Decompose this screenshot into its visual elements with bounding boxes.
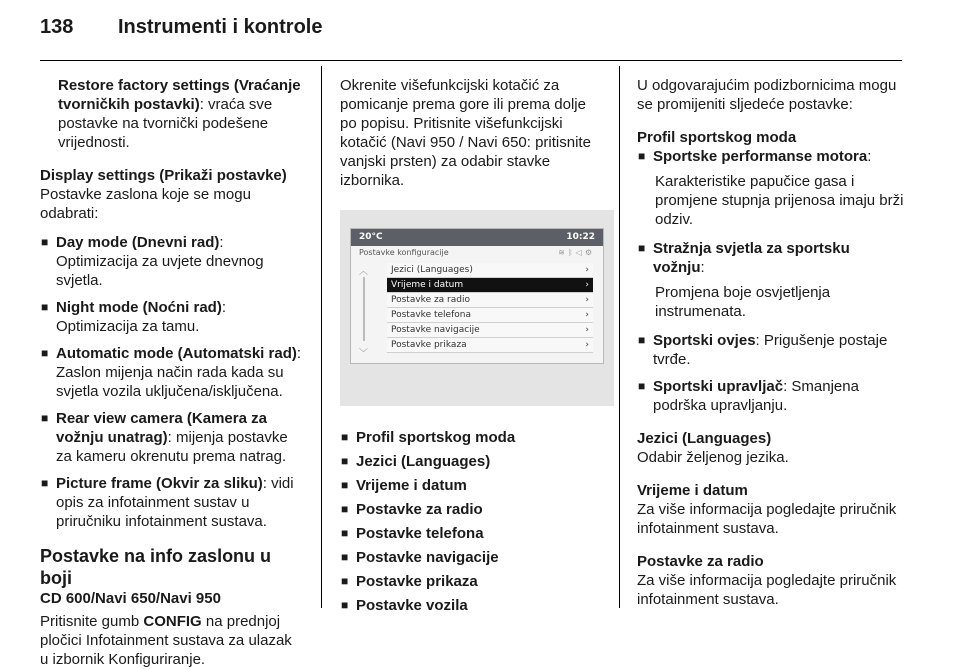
- bullet-rear-camera: [40, 409, 302, 466]
- radio-text: Za više informacija pogledajte priručnik infotainment sustava.: [637, 572, 897, 608]
- scroll-down-icon[interactable]: ﹀: [359, 349, 369, 359]
- bullet-term: Sportski ovjes: [653, 332, 756, 349]
- menu-bullet: ■ Profil sportskog moda: [340, 428, 602, 447]
- bullet-desc: : Prigušenje postaje tvrđe.: [653, 332, 888, 368]
- bullet-term: Picture frame (Okvir za sliku): [56, 475, 263, 492]
- menu-bullet: ■ Postavke prikaza: [340, 572, 602, 591]
- menu-list: [387, 263, 593, 353]
- bullet-term: Rear view camera (Kamera za vožnju unatrag): [56, 410, 267, 446]
- column-2: [340, 76, 602, 620]
- bullet-colon: :: [700, 259, 705, 276]
- page-number: 138: [40, 16, 74, 38]
- chevron-right-icon: ›: [585, 309, 589, 320]
- bullet-picture-frame: [40, 474, 302, 531]
- column-divider-2: [619, 66, 620, 608]
- config-post: na prednjoj pločici Infotainment sustava za ulazak u izbornik Konfiguriranje.: [40, 613, 292, 668]
- page-title: Instrumenti i kontrole: [118, 16, 323, 38]
- bullet-desc: : Optimizacija za uvjete dnevnog svjetla.: [56, 234, 264, 289]
- chevron-right-icon: ›: [585, 294, 589, 305]
- clock-readout: 10:22: [566, 232, 595, 242]
- sport-heading: Profil sportskog moda: [637, 129, 797, 146]
- scrollbar[interactable]: [363, 277, 365, 341]
- bluetooth-icon: ᛒ: [567, 248, 576, 257]
- bullet-term: Day mode (Dnevni rad): [56, 234, 220, 251]
- menu-bullet: ■ Postavke telefona: [340, 524, 602, 543]
- menu-item-label: Postavke telefona: [391, 309, 471, 320]
- menu-item-display[interactable]: [387, 338, 593, 353]
- temperature-readout: 20°C: [359, 232, 383, 242]
- settings-icon: ⚙: [584, 248, 595, 257]
- restore-term: Restore factory settings (Vraćanje tvorničkih postavki): [58, 77, 301, 113]
- menu-item-label: Postavke prikaza: [391, 339, 467, 350]
- time-date-heading: Vrijeme i datum: [637, 482, 748, 499]
- menu-item-label: Postavke za radio: [391, 294, 470, 305]
- radio-heading: Postavke za radio: [637, 553, 764, 570]
- config-screen-figure: [340, 210, 614, 406]
- scroll-up-icon[interactable]: ︿: [359, 267, 369, 277]
- page-header: [40, 16, 322, 50]
- bullet-sport-lights: [637, 239, 905, 277]
- bullet-night-mode: [40, 298, 302, 336]
- bullet-desc: : mijenja postavke za kameru okrenutu prema natrag.: [56, 429, 288, 465]
- menu-bullet: ■ Vrijeme i datum: [340, 476, 602, 495]
- display-text: Postavke zaslona koje se mogu odabrati:: [40, 186, 251, 222]
- sport-lights-desc: Promjena boje osvjetljenja instrumenata.: [655, 284, 831, 320]
- bullet-automatic-mode: [40, 344, 302, 401]
- chevron-right-icon: ›: [585, 264, 589, 275]
- volume-icon: ◁: [575, 248, 585, 257]
- bullet-performance: [637, 147, 905, 166]
- bullet-colon: :: [867, 148, 872, 165]
- menu-item-label: Jezici (Languages): [391, 264, 473, 275]
- bullet-term: Night mode (Noćni rad): [56, 299, 222, 316]
- menu-bullet: ■ Jezici (Languages): [340, 452, 602, 471]
- bullet-desc: : Optimizacija za tamu.: [56, 299, 226, 335]
- menu-item-label: Vrijeme i datum: [391, 279, 464, 290]
- wheel-instructions: Okrenite višefunkcijski kotačić za pomicanje prema gore ili prema dolje po popisu. Pritisnite višefunkcijski kotačić (Navi 950 / Navi 650: pritisnite vanjski prsten) za odabir stavke izbornika.: [340, 77, 591, 189]
- config-button-name: CONFIG: [143, 613, 202, 630]
- time-date-text: Za više informacija pogledajte priručnik infotainment sustava.: [637, 501, 897, 537]
- bullet-sport-steering: [637, 377, 905, 415]
- status-icons: [558, 243, 595, 262]
- performance-desc: Karakteristike papučice gasa i promjene stupnja prijenosa imaju brži odziv.: [655, 173, 904, 228]
- languages-text: Odabir željenog jezika.: [637, 449, 789, 466]
- bullet-term: Automatic mode (Automatski rad): [56, 345, 297, 362]
- header-divider: [40, 60, 902, 61]
- column-3: [637, 76, 905, 619]
- bullet-term: Stražnja svjetla za sportsku vožnju: [653, 240, 850, 276]
- bullet-desc: : vidi opis za infotainment sustav u priručniku infotainment sustava.: [56, 475, 294, 530]
- menu-title-row: [351, 246, 603, 259]
- menu-bullet: ■ Postavke vozila: [340, 596, 602, 615]
- display-heading: Display settings (Prikaži postavke): [40, 167, 287, 184]
- column-divider-1: [321, 66, 322, 608]
- bullet-term: Sportske performanse motora: [653, 148, 868, 165]
- infotainment-screen: [350, 228, 604, 364]
- chevron-right-icon: ›: [585, 324, 589, 335]
- wifi-icon: ≋: [558, 248, 568, 257]
- menu-bullet: ■ Postavke navigacije: [340, 548, 602, 567]
- menu-title: Postavke konfiguracije: [359, 248, 449, 257]
- menu-area: [357, 263, 593, 359]
- config-paragraph: [40, 612, 302, 669]
- bullet-term: Sportski upravljač: [653, 378, 784, 395]
- bullet-sport-suspension: [637, 331, 905, 369]
- languages-heading: Jezici (Languages): [637, 430, 772, 447]
- column-1: [40, 76, 302, 669]
- bullet-desc: : Zaslon mijenja način rada kada su svjetla vozila uključena/isključena.: [56, 345, 302, 400]
- restore-paragraph: [40, 76, 302, 152]
- sub-heading: CD 600/Navi 650/Navi 950: [40, 590, 221, 607]
- menu-item-label: Postavke navigacije: [391, 324, 480, 335]
- config-pre: Pritisnite gumb: [40, 613, 144, 630]
- bullet-desc: : Smanjena podrška upravljanju.: [653, 378, 859, 414]
- menu-bullet: ■ Postavke za radio: [340, 500, 602, 519]
- section-heading: Postavke na info zaslonu u boji: [40, 546, 272, 588]
- chevron-right-icon: ›: [585, 339, 589, 350]
- restore-desc: : vraća sve postavke na tvornički podešene vrijednosti.: [58, 96, 273, 151]
- chevron-right-icon: ›: [585, 279, 589, 290]
- bullet-day-mode: [40, 233, 302, 290]
- submenu-intro: U odgovarajućim podizbornicima mogu se promijeniti sljedeće postavke:: [637, 77, 897, 113]
